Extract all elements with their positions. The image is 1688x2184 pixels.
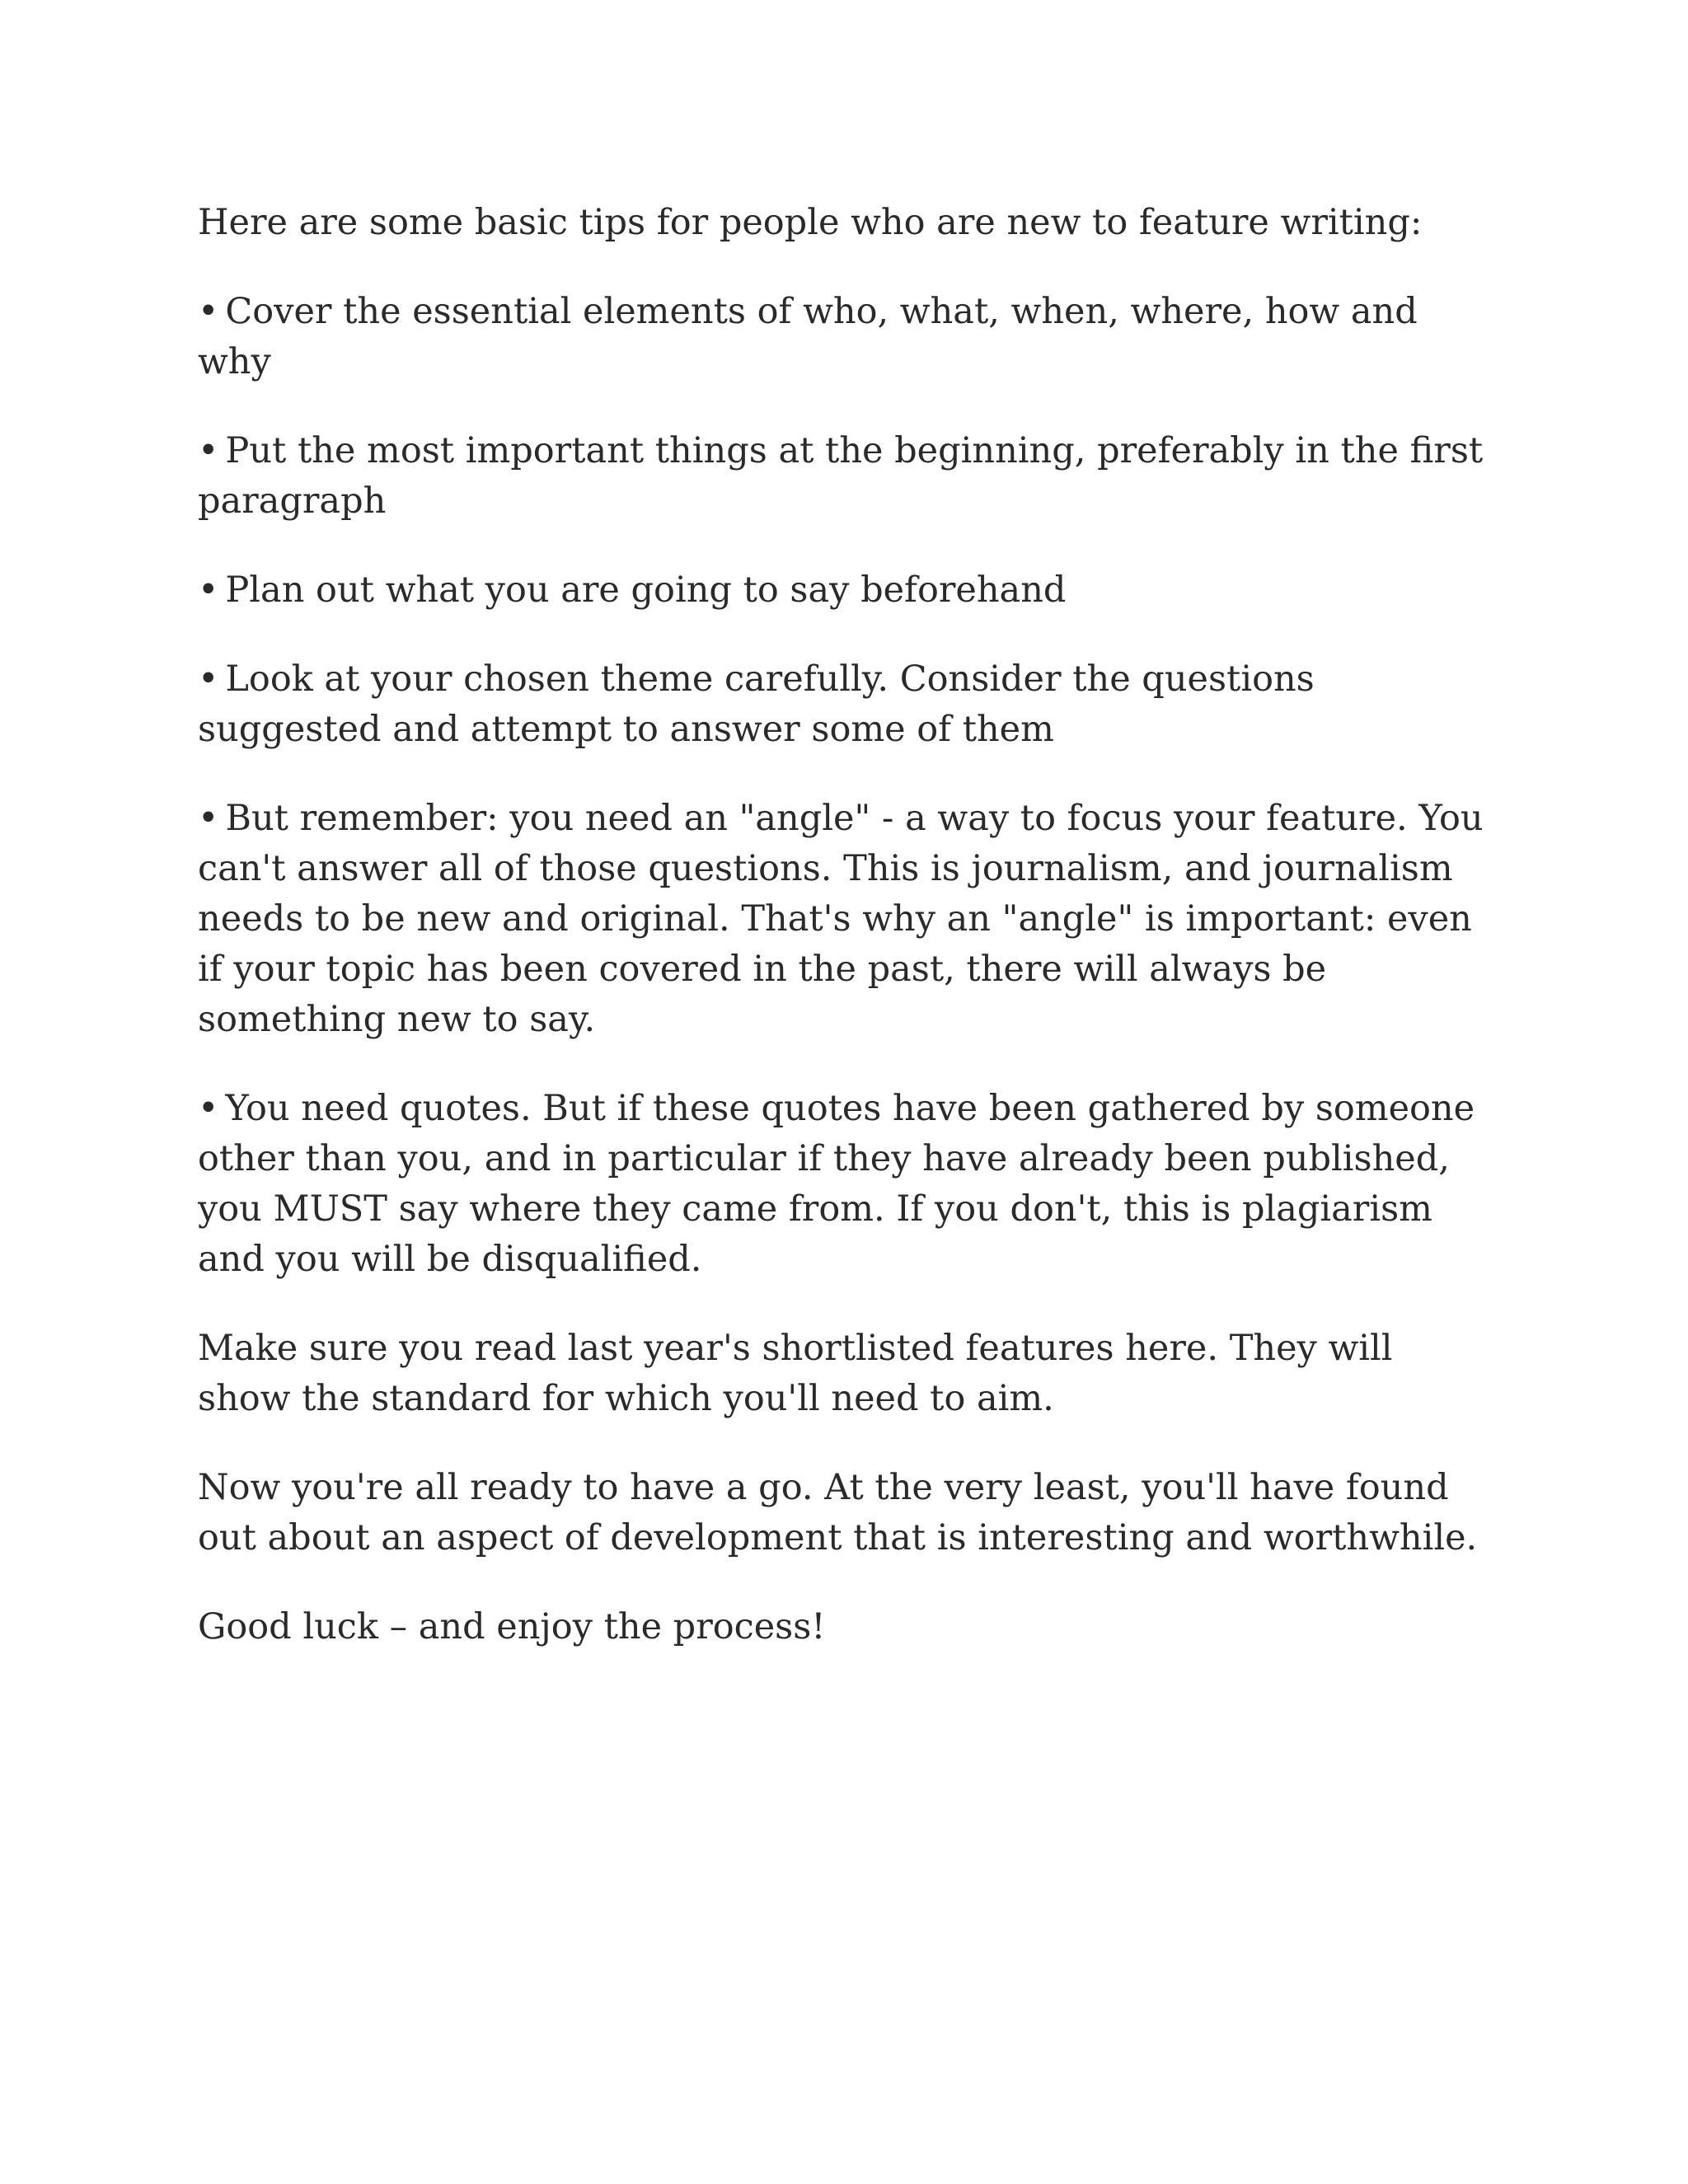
tip-text: You need quotes. But if these quotes have been gathered by someone other than you, and in particular if they have already been published, you MUST say where they came from. If you don't, this is plagiarism and you will be disqualified. [198,1088,1475,1280]
bullet-icon: • [198,1088,219,1129]
bullet-icon: • [198,291,219,332]
tip-text: Look at your chosen theme carefully. Consider the questions suggested and attempt to answer some of them [198,658,1315,750]
tip-item [198,1084,1492,1285]
tip-item [198,426,1492,527]
tip-text: Put the most important things at the beginning, preferably in the first paragraph [198,430,1484,522]
shortlisted-paragraph: Make sure you read last year's shortlisted features here. They will show the standard for which you'll need to aim. [198,1328,1393,1419]
tip-text: Plan out what you are going to say beforehand [225,569,1067,611]
tip-text: But remember: you need an "angle" - a way to focus your feature. You can't answer all of those questions. This is journalism, and journalism needs to be new and original. That's why an "angle" is important: even if your topic has been covered in the past, there will always be something new to say. [198,798,1484,1040]
intro-paragraph: Here are some basic tips for people who are new to feature writing: [198,202,1423,243]
closing-paragraph: Good luck – and enjoy the process! [198,1606,826,1647]
bullet-icon: • [198,569,219,611]
ready-paragraph: Now you're all ready to have a go. At the very least, you'll have found out about an aspect of development that is interesting and worthwhile. [198,1467,1478,1558]
bullet-icon: • [198,430,219,471]
document-page [198,198,1492,1691]
tip-text: Cover the essential elements of who, what, when, where, how and why [198,291,1418,382]
tip-item [198,565,1492,616]
tip-item [198,287,1492,387]
tip-item [198,654,1492,755]
bullet-icon: • [198,658,219,700]
tip-item [198,794,1492,1045]
bullet-icon: • [198,798,219,839]
